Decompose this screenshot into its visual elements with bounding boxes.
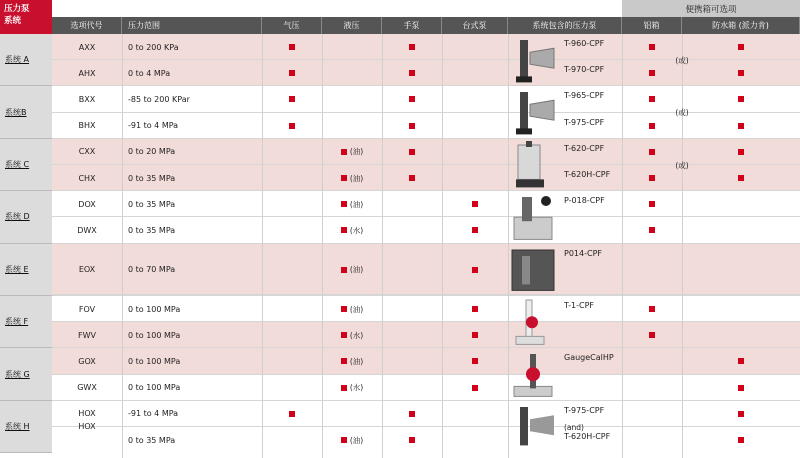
hand-pump-cell xyxy=(382,139,442,165)
bench-pump-cell xyxy=(442,348,508,374)
pump-icon xyxy=(508,193,558,241)
pressure-range: 0 to 100 MPa xyxy=(128,356,181,366)
red-marker-icon xyxy=(341,332,347,338)
hydraulic-marker xyxy=(341,264,363,275)
and-label: (and) xyxy=(564,422,584,432)
pump-model: T-620H-CPF xyxy=(564,170,611,179)
hydraulic-fluid: (油) xyxy=(349,147,364,157)
hydraulic-marker xyxy=(341,199,363,210)
hydraulic-marker xyxy=(341,225,363,236)
hydraulic-cell xyxy=(322,348,382,374)
red-marker-icon xyxy=(409,96,415,102)
hydraulic-fluid: (油) xyxy=(349,199,364,209)
red-marker-icon xyxy=(472,227,478,233)
red-marker-icon xyxy=(289,123,295,129)
pneumatic-cell xyxy=(262,113,322,139)
red-marker-icon xyxy=(472,385,478,391)
waterproof-case-cell xyxy=(682,427,800,453)
hydraulic-cell xyxy=(322,139,382,165)
option-code: BHX xyxy=(78,121,96,131)
bench-pump-cell xyxy=(442,191,508,217)
red-marker-icon xyxy=(649,175,655,181)
pump-image xyxy=(508,36,558,84)
hdr-aluminum-case: 铝箱 xyxy=(622,17,682,34)
hydraulic-fluid: (水) xyxy=(349,383,364,393)
bench-pump-cell xyxy=(442,296,508,322)
red-marker-icon xyxy=(289,96,295,102)
option-code: GWX xyxy=(77,383,97,393)
red-marker-icon xyxy=(649,96,655,102)
option-code: FOV xyxy=(78,304,96,314)
red-marker-icon xyxy=(738,149,744,155)
hdr-hydraulic: 液压 xyxy=(322,17,382,34)
pump-icon xyxy=(508,36,558,84)
hydraulic-cell xyxy=(322,427,382,453)
red-marker-icon xyxy=(289,44,295,50)
pump-image xyxy=(508,88,558,136)
pump-model: T-965-CPF xyxy=(564,91,605,101)
hydraulic-fluid: (水) xyxy=(349,330,364,340)
system-label[interactable]: 系统 C xyxy=(0,139,52,191)
hand-pump-cell xyxy=(382,60,442,86)
red-marker-icon xyxy=(649,70,655,76)
option-code: DWX xyxy=(77,225,97,235)
corner-header: 压力泵 系统 xyxy=(0,0,52,34)
waterproof-case-cell xyxy=(682,348,800,374)
option-code: FWV xyxy=(78,330,96,340)
pump-model: T-620H-CPF xyxy=(564,432,611,441)
hdr-hand-pump: 手泵 xyxy=(382,17,442,34)
hydraulic-marker xyxy=(341,173,363,184)
pump-model: GaugeCalHP xyxy=(564,353,614,363)
red-marker-icon xyxy=(409,44,415,50)
option-code: AXX xyxy=(78,42,96,52)
red-marker-icon xyxy=(341,306,347,312)
waterproof-case-cell xyxy=(682,60,800,86)
waterproof-case-cell xyxy=(682,113,800,139)
hydraulic-cell xyxy=(322,244,382,296)
system-label[interactable]: 系统B xyxy=(0,86,52,138)
pump-model: T-975-CPF xyxy=(564,405,605,415)
hdr-waterproof-case: 防水箱 (派力肯) xyxy=(682,17,800,34)
system-label[interactable]: 系统 H xyxy=(0,401,52,453)
pressure-range: 0 to 35 MPa xyxy=(128,225,176,235)
portable-case-header: 便携箱可选项 xyxy=(622,0,800,17)
red-marker-icon xyxy=(341,227,347,233)
pressure-range: 0 to 100 MPa xyxy=(128,330,181,340)
hydraulic-cell xyxy=(322,217,382,243)
pneumatic-cell xyxy=(262,34,322,60)
red-marker-icon xyxy=(738,411,744,417)
pump-icon xyxy=(508,403,558,451)
hydraulic-cell xyxy=(322,191,382,217)
pump-model: T-970-CPF xyxy=(564,65,605,75)
red-marker-icon xyxy=(738,437,744,443)
waterproof-case-cell xyxy=(682,401,800,427)
red-marker-icon xyxy=(341,267,347,273)
pump-model: T-1-CPF xyxy=(564,301,595,310)
red-marker-icon xyxy=(409,70,415,76)
red-marker-icon xyxy=(738,385,744,391)
pressure-range: 0 to 200 KPa xyxy=(128,42,179,52)
red-marker-icon xyxy=(738,175,744,181)
hydraulic-cell xyxy=(322,375,382,401)
red-marker-icon xyxy=(341,201,347,207)
option-code: BXX xyxy=(78,94,96,104)
system-label[interactable]: 系统 F xyxy=(0,296,52,348)
red-marker-icon xyxy=(649,227,655,233)
red-marker-icon xyxy=(409,411,415,417)
red-marker-icon xyxy=(341,149,347,155)
hydraulic-fluid: (油) xyxy=(349,304,364,314)
pressure-range: 0 to 100 MPa xyxy=(128,304,181,314)
pump-image xyxy=(508,246,558,294)
system-label[interactable]: 系统 G xyxy=(0,348,52,400)
red-marker-icon xyxy=(738,96,744,102)
red-marker-icon xyxy=(289,70,295,76)
aluminum-case-cell xyxy=(622,296,682,322)
hdr-option-code: 选项代号 xyxy=(52,17,122,34)
pressure-range: 0 to 35 MPa xyxy=(128,435,176,445)
option-code: CHX xyxy=(78,173,96,183)
bench-pump-cell xyxy=(442,375,508,401)
pump-icon xyxy=(508,298,558,346)
pneumatic-cell xyxy=(262,86,322,112)
pump-model: P014-CPF xyxy=(564,248,602,258)
red-marker-icon xyxy=(341,175,347,181)
waterproof-case-cell xyxy=(682,86,800,112)
system-label[interactable]: 系统 D xyxy=(0,191,52,243)
pressure-range: 0 to 100 MPa xyxy=(128,383,181,393)
pump-icon xyxy=(508,88,558,136)
pressure-range: 0 to 4 MPa xyxy=(128,68,171,78)
red-marker-icon xyxy=(738,44,744,50)
bench-pump-cell xyxy=(442,217,508,243)
waterproof-case-cell xyxy=(682,34,800,60)
hydraulic-fluid: (油) xyxy=(349,265,364,275)
hydraulic-cell xyxy=(322,165,382,191)
red-marker-icon xyxy=(738,358,744,364)
red-marker-icon xyxy=(649,123,655,129)
aluminum-case-cell xyxy=(622,217,682,243)
pump-image xyxy=(508,350,558,398)
red-marker-icon xyxy=(738,123,744,129)
red-marker-icon xyxy=(409,123,415,129)
waterproof-case-cell xyxy=(682,139,800,165)
option-code: GOX xyxy=(78,356,96,366)
hand-pump-cell xyxy=(382,86,442,112)
pump-image xyxy=(508,141,558,189)
red-marker-icon xyxy=(472,358,478,364)
red-marker-icon xyxy=(341,385,347,391)
pneumatic-cell xyxy=(262,401,322,427)
red-marker-icon xyxy=(409,175,415,181)
pump-image xyxy=(508,193,558,241)
hand-pump-cell xyxy=(382,34,442,60)
pump-icon xyxy=(508,246,558,294)
red-marker-icon xyxy=(341,358,347,364)
red-marker-icon xyxy=(341,437,347,443)
waterproof-case-cell xyxy=(682,165,800,191)
pressure-range: 0 to 35 MPa xyxy=(128,199,176,209)
pump-model: T-960-CPF xyxy=(564,39,605,48)
hand-pump-cell xyxy=(382,427,442,453)
option-code: EOX xyxy=(78,265,96,275)
red-marker-icon xyxy=(649,149,655,155)
bench-pump-cell xyxy=(442,322,508,348)
hdr-pressure-range: 压力范围 xyxy=(122,17,262,34)
hand-pump-cell xyxy=(382,113,442,139)
bench-pump-cell xyxy=(442,244,508,296)
option-code: DOX xyxy=(78,199,96,209)
system-label[interactable]: 系统 A xyxy=(0,34,52,86)
red-marker-icon xyxy=(649,332,655,338)
red-marker-icon xyxy=(738,70,744,76)
hydraulic-fluid: (油) xyxy=(349,435,364,445)
option-code: HOX xyxy=(78,422,96,432)
red-marker-icon xyxy=(472,306,478,312)
system-label[interactable]: 系统 E xyxy=(0,244,52,296)
red-marker-icon xyxy=(472,267,478,273)
pressure-range: -85 to 200 KPar xyxy=(128,94,190,104)
hydraulic-marker xyxy=(341,435,363,446)
pump-model: P-018-CPF xyxy=(564,196,605,206)
red-marker-icon xyxy=(649,201,655,207)
red-marker-icon xyxy=(649,44,655,50)
hydraulic-fluid: (油) xyxy=(349,356,364,366)
pressure-range: -91 to 4 MPa xyxy=(128,121,179,131)
red-marker-icon xyxy=(472,201,478,207)
pump-image xyxy=(508,403,558,451)
or-label: (或) xyxy=(675,160,689,170)
hydraulic-fluid: (水) xyxy=(349,225,364,235)
red-marker-icon xyxy=(649,306,655,312)
pump-icon xyxy=(508,141,558,189)
pressure-range: 0 to 35 MPa xyxy=(128,173,176,183)
pressure-range: 0 to 20 MPa xyxy=(128,147,176,157)
aluminum-case-cell xyxy=(622,322,682,348)
pneumatic-cell xyxy=(262,60,322,86)
option-code: AHX xyxy=(78,68,96,78)
hdr-pneumatic: 气压 xyxy=(262,17,322,34)
hydraulic-cell xyxy=(322,322,382,348)
pressure-range: -91 to 4 MPa xyxy=(128,409,179,419)
pump-model: T-975-CPF xyxy=(564,117,605,127)
red-marker-icon xyxy=(409,437,415,443)
pump-image xyxy=(508,298,558,346)
hydraulic-cell xyxy=(322,296,382,322)
hand-pump-cell xyxy=(382,401,442,427)
hydraulic-marker xyxy=(341,330,363,341)
or-label: (或) xyxy=(675,108,689,118)
hydraulic-marker xyxy=(341,356,363,367)
waterproof-case-cell xyxy=(682,375,800,401)
red-marker-icon xyxy=(472,332,478,338)
hydraulic-marker xyxy=(341,304,363,315)
red-marker-icon xyxy=(409,149,415,155)
hdr-included-pump: 系统包含的压力泵 xyxy=(508,17,622,34)
red-marker-icon xyxy=(289,411,295,417)
pump-model: T-620-CPF xyxy=(564,143,605,153)
hydraulic-fluid: (油) xyxy=(349,173,364,183)
hydraulic-marker xyxy=(341,146,363,157)
hdr-bench-pump: 台式泵 xyxy=(442,17,508,34)
or-label: (或) xyxy=(675,55,689,65)
pressure-range: 0 to 70 MPa xyxy=(128,265,176,275)
pump-icon xyxy=(508,350,558,398)
option-code: CXX xyxy=(78,147,96,157)
hydraulic-marker xyxy=(341,382,363,393)
option-code: HOX xyxy=(78,409,96,419)
aluminum-case-cell xyxy=(622,191,682,217)
hand-pump-cell xyxy=(382,165,442,191)
